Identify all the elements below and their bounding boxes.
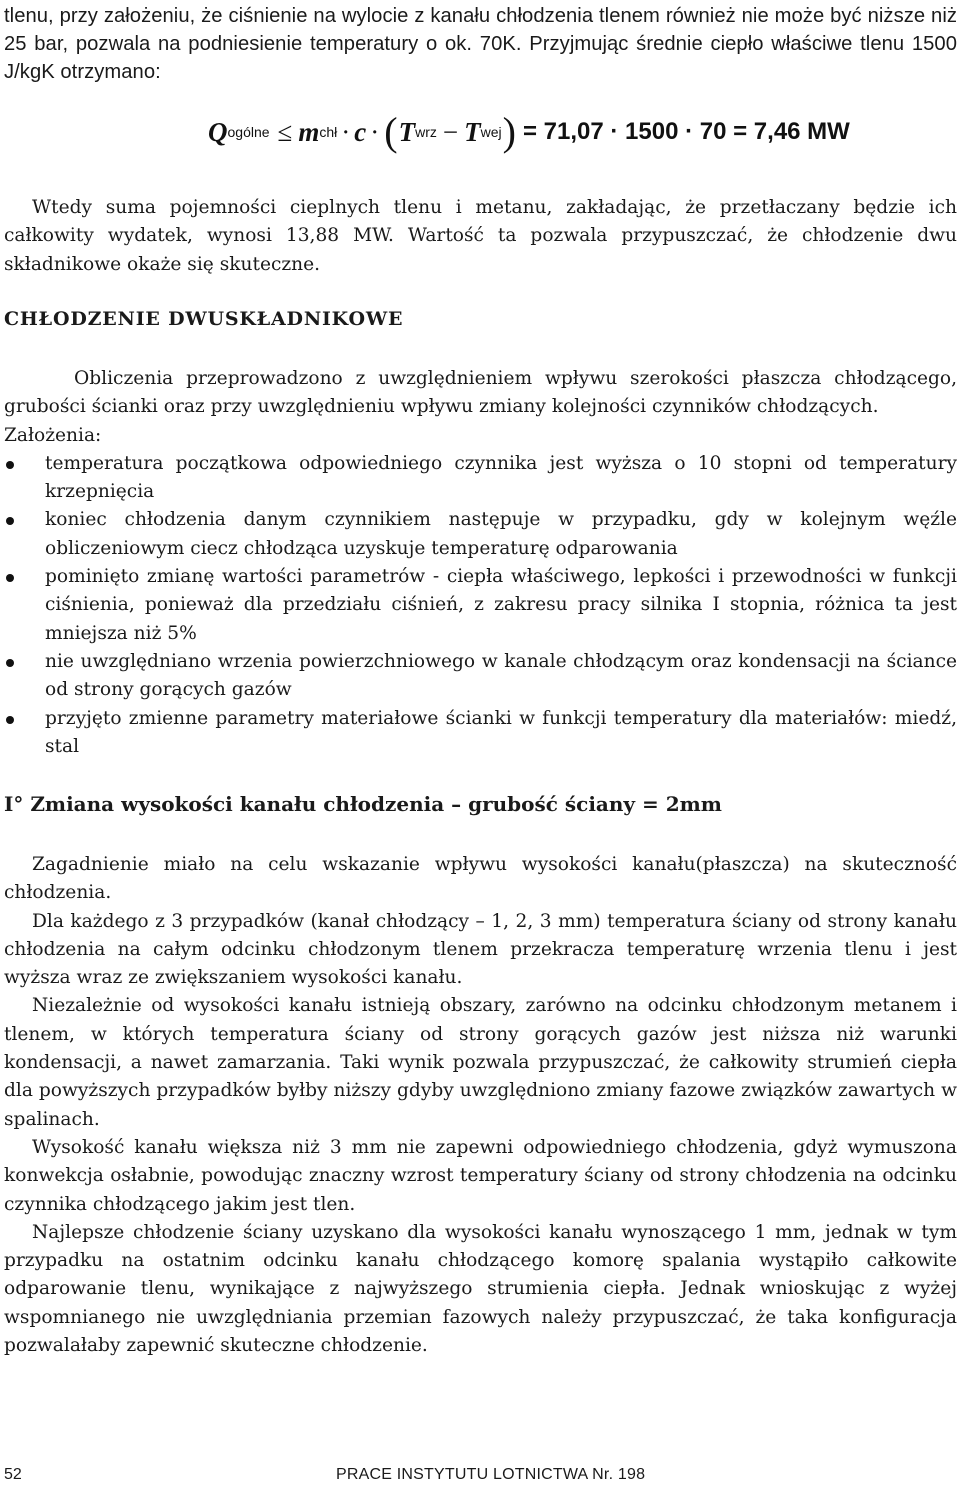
intro-text: tlenu, przy założeniu, że ciśnienie na wylocie z kanału chłodzenia tlenem również nie może być niższe niż 25 bar, pozwala na podniesienie temperatury o ok. 70K. Przyjmując średnie ciepło właściwe tlenu 1500 J/kgK otrzymano: xyxy=(4,5,957,83)
page-number: 52 xyxy=(4,1466,22,1483)
formula-minus: − xyxy=(442,116,459,147)
formula-c: c xyxy=(354,116,367,147)
formula-m-sub: chł xyxy=(319,124,338,140)
formula-result: = 71,07 · 1500 · 70 = 7,46 MW xyxy=(522,118,850,145)
results-paragraph: Dla każdego z 3 przypadków (kanał chłodzący – 1, 2, 3 mm) temperatura ściany od strony kanału chłodzenia na całym odcinku chłodzonym tlenem przekracza temperaturę wrzenia tlenu i jest wyższa wraz ze zwiększaniem wysokości kanału. xyxy=(4,910,957,989)
journal-title: PRACE INSTYTUTU LOTNICTWA Nr. 198 xyxy=(336,1466,646,1483)
formula-dot2: · xyxy=(370,116,380,147)
formula-t2: T xyxy=(464,116,481,147)
assumptions-section xyxy=(4,365,957,761)
formula-t1-sub: wrz xyxy=(415,124,437,140)
formula-t1: T xyxy=(398,116,416,147)
list-item: koniec chłodzenia danym czynnikiem następuje w przypadku, gdy w kolejnym węźle obliczeniowym ciecz chłodząca uzyskuje temperaturę odparowania xyxy=(4,506,957,563)
list-item: pominięto zmianę wartości parametrów - ciepła właściwego, lepkości i przewodności w funkcji ciśnienia, ponieważ dla przedziału ciśnień, z zakresu pracy silnika I stopnia, różnica ta jest mniejsza niż 5% xyxy=(4,563,957,648)
page-footer xyxy=(4,1466,957,1486)
formula-rparen: ) xyxy=(502,109,516,154)
formula-lparen: ( xyxy=(384,109,398,154)
assumptions-list xyxy=(4,450,957,761)
formula-t2-sub: wej xyxy=(480,124,502,140)
paragraph-capacity-text: Wtedy suma pojemności cieplnych tlenu i metanu, zakładając, że przetłaczany będzie ich całkowity wydatek, wynosi 13,88 MW. Wartość ta pozwala przypuszczać, że chłodzenie dwu składnikowe okaże się skuteczne. xyxy=(4,197,957,275)
results-section xyxy=(4,851,957,1360)
list-item: temperatura początkowa odpowiedniego czynnika jest wyższa o 10 stopni od temperatury krzepnięcia xyxy=(4,450,957,507)
list-item: przyjęto zmienne parametry materiałowe ścianki w funkcji temperatury dla materiałów: miedź, stal xyxy=(4,705,957,762)
results-paragraph: Niezależnie od wysokości kanału istnieją obszary, zarówno na odcinku chłodzonym metanem i tlenem, w których temperatura ściany od strony gorących gazów jest niższa niż warunki kondensacji, a nawet zamarzania. Taki wynik pozwala przypuszczać, że całkowity strumień ciepła dla powyższych przypadków byłby niższy gdyby uwzględniono zmiany fazowe związków zawartych w spalinach. xyxy=(4,995,957,1130)
heat-capacity-formula xyxy=(208,109,850,162)
section-heading: CHŁODZENIE DWUSKŁADNIKOWE xyxy=(4,308,404,330)
formula-q: Q xyxy=(208,116,228,147)
results-paragraph: Najlepsze chłodzenie ściany uzyskano dla wysokości kanału wynoszącego 1 mm, jednak w tym przypadku na ostatnim odcinku kanału chłodzącego komorę spalania wystąpiło całkowite odparowanie tlenu, wynikające z najwyższego strumienia ciepła. Jednak wnioskując z wyżej wspomnianego nie uwzględniania przemian fazowych należy przypuszczać, że taka konfiguracja pozwalałaby zapewnić skuteczne chłodzenie. xyxy=(4,1221,957,1357)
subsection-heading: I° Zmiana wysokości kanału chłodzenia – grubość ściany = 2mm xyxy=(4,792,722,816)
paragraph-capacity xyxy=(4,194,957,279)
calculation-description: Obliczenia przeprowadzono z uwzględnieniem wpływu szerokości płaszcza chłodzącego, grubości ścianki oraz przy uwzględnieniu wpływu zmiany kolejności czynników chłodzących. xyxy=(4,368,957,418)
formula-le: ≤ xyxy=(277,116,293,147)
list-item: nie uwzględniano wrzenia powierzchniowego w kanale chłodzącym oraz kondensacji na ściance od strony gorących gazów xyxy=(4,648,957,705)
formula-dot1: · xyxy=(341,116,351,147)
results-paragraph: Zagadnienie miało na celu wskazanie wpływu wysokości kanału(płaszcza) na skuteczność chłodzenia. xyxy=(4,854,957,904)
assumptions-label: Założenia: xyxy=(4,424,102,446)
results-paragraph: Wysokość kanału większa niż 3 mm nie zapewni odpowiedniego chłodzenia, gdyż wymuszona konwekcja osłabnie, powodując znaczny wzrost temperatury ściany od strony chłodzenia na odcinku czynnika chłodzącego jakim jest tlen. xyxy=(4,1136,957,1215)
formula-q-sub: ogólne xyxy=(227,124,270,140)
formula-m: m xyxy=(298,116,320,147)
intro-paragraph xyxy=(4,2,957,86)
